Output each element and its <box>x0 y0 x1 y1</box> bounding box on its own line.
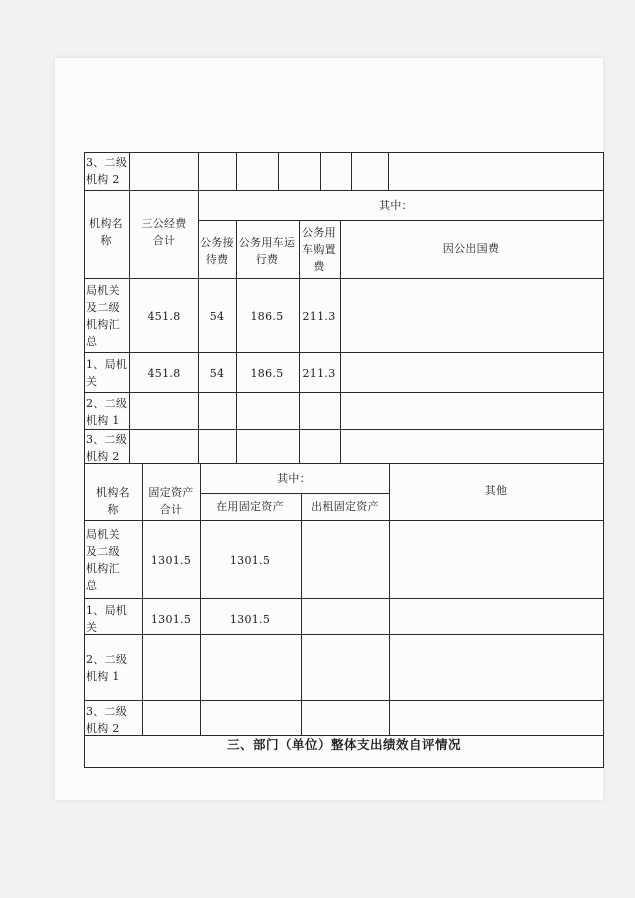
grid-line <box>129 152 130 190</box>
org-name-header: 机构名 称 <box>89 217 123 247</box>
grid-line <box>340 220 341 463</box>
grid-line <box>351 152 352 190</box>
row-label: 2、二级 机构 1 <box>86 397 128 427</box>
reception-value: 54 <box>209 310 225 323</box>
org-name-header: 机构名 称 <box>96 486 130 516</box>
vehicle-run-value: 186.5 <box>250 367 284 380</box>
of-which-header: 其中： <box>277 472 311 485</box>
grid-line <box>84 634 604 635</box>
grid-line <box>84 700 604 701</box>
grid-line <box>278 152 279 190</box>
in-use-value: 1301.5 <box>229 613 271 626</box>
of-which-header: 其中： <box>379 199 413 212</box>
row-label: 2、二级 机构 1 <box>86 653 128 683</box>
grid-line <box>389 463 390 735</box>
row-label: 局机关 及二级 机构汇 总 <box>86 528 120 592</box>
rented-assets-header: 出租固定资产 <box>311 500 379 513</box>
grid-line <box>84 520 604 521</box>
grid-line <box>236 152 237 190</box>
grid-line <box>129 190 130 463</box>
grid-line <box>200 493 389 494</box>
grid-line <box>84 278 604 279</box>
grid-line <box>198 220 604 221</box>
grid-line <box>84 190 604 191</box>
vehicle-operation-fee-header: 公务用车运 行费 <box>238 236 296 266</box>
grid-line <box>84 352 604 353</box>
reception-fee-header: 公务接 待费 <box>200 236 234 266</box>
grid-line <box>84 429 604 430</box>
vehicle-buy-value: 211.3 <box>302 310 336 323</box>
grid-line <box>84 152 604 153</box>
grid-line <box>84 598 604 599</box>
row-label: 3、二级 机构 2 <box>86 705 128 735</box>
in-use-value: 1301.5 <box>229 554 271 567</box>
row-label: 1、局机 关 <box>86 604 128 634</box>
in-use-assets-header: 在用固定资产 <box>216 500 284 513</box>
grid-line <box>299 220 300 463</box>
reception-value: 54 <box>209 367 225 380</box>
grid-line <box>236 220 237 463</box>
other-header: 其他 <box>484 484 508 497</box>
row-label: 1、局机 关 <box>86 358 128 388</box>
three-public-total-header: 三公经费 合计 <box>141 217 187 247</box>
row-label: 局机关 及二级 机构汇 总 <box>86 284 120 348</box>
vehicle-purchase-fee-header: 公务用 车购置 费 <box>302 226 336 273</box>
grid-line <box>200 463 201 735</box>
row-label: 3、二级 机构 2 <box>86 433 128 463</box>
vehicle-buy-value: 211.3 <box>302 367 336 380</box>
total-value: 1301.5 <box>150 613 192 626</box>
grid-line <box>84 463 604 464</box>
grid-line <box>388 152 389 190</box>
grid-line <box>84 392 604 393</box>
grid-line <box>84 152 85 768</box>
vehicle-run-value: 186.5 <box>250 310 284 323</box>
grid-line <box>198 152 199 190</box>
section-heading: 三、部门（单位）整体支出绩效自评情况 <box>226 737 461 752</box>
total-value: 1301.5 <box>150 554 192 567</box>
grid-line <box>198 190 199 463</box>
total-value: 451.8 <box>147 310 181 323</box>
expense-asset-table <box>84 152 604 768</box>
abroad-fee-header: 因公出国费 <box>442 242 500 255</box>
grid-line <box>603 152 604 768</box>
total-value: 451.8 <box>147 367 181 380</box>
row-label: 3、二级 机构 2 <box>86 156 128 186</box>
grid-line <box>301 493 302 735</box>
grid-line <box>320 152 321 190</box>
fixed-asset-total-header: 固定资产 合计 <box>148 486 194 516</box>
grid-line <box>84 767 604 768</box>
grid-line <box>142 463 143 735</box>
